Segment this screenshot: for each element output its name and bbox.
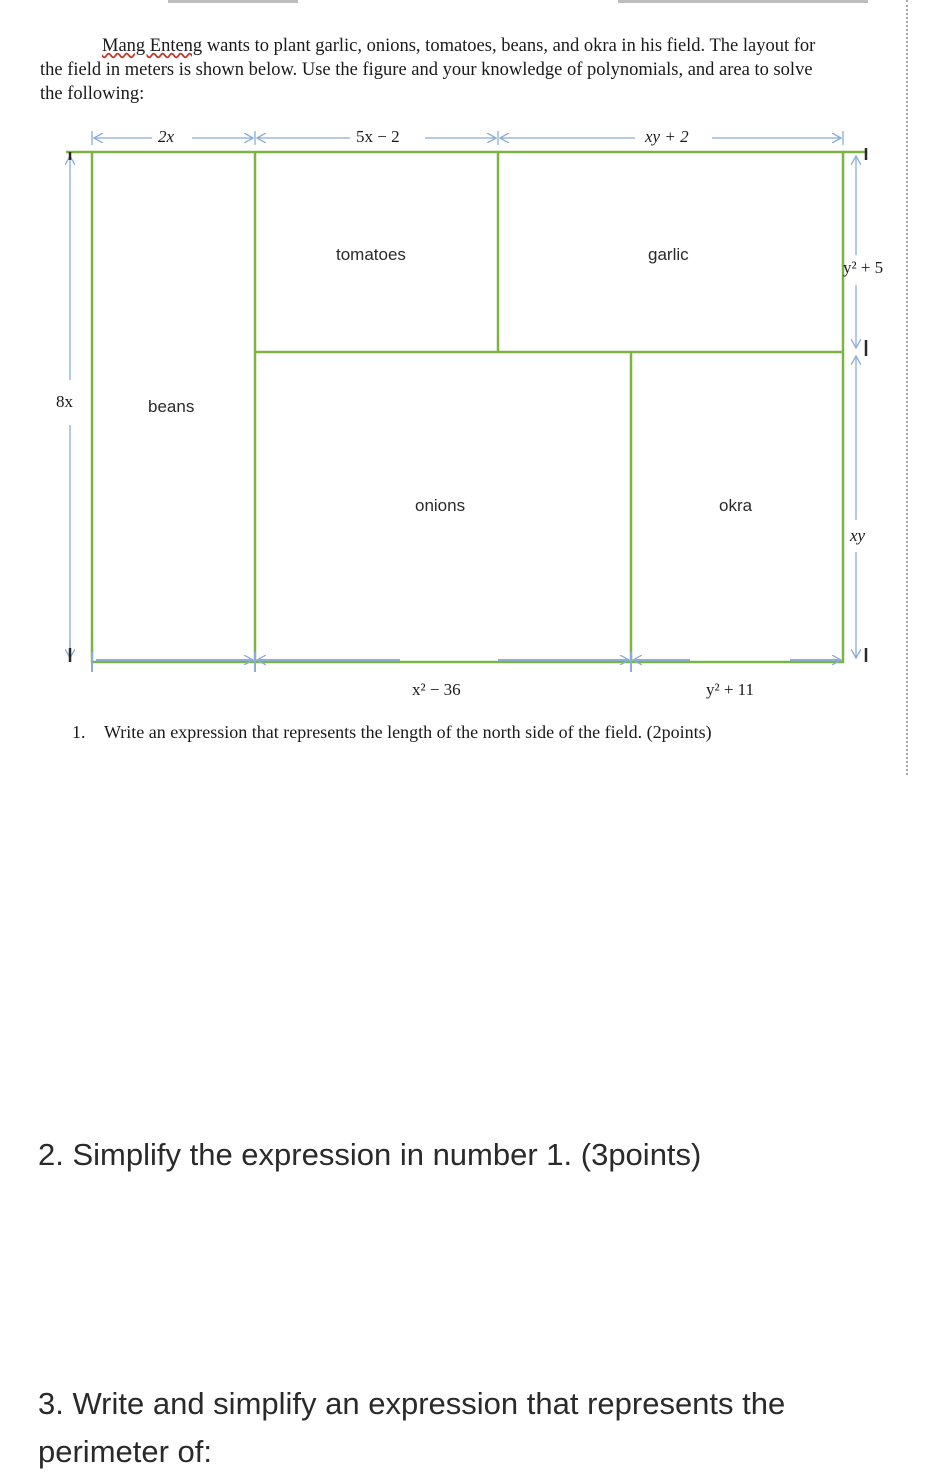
- question-1: [72, 722, 712, 743]
- question-1-number: 1.: [72, 722, 86, 742]
- question-2: 2. Simplify the expression in number 1. (3points): [38, 1137, 702, 1172]
- field-outline: [92, 152, 843, 662]
- beans-plot-label: beans: [148, 397, 195, 416]
- onions-width-label: x² − 36: [412, 680, 461, 699]
- tomatoes-width-label: 5x − 2: [356, 127, 400, 146]
- okra-plot-label: okra: [719, 496, 753, 515]
- intro-line-2: the field in meters is shown below. Use the figure and your knowledge of polynomials, and area to solve: [40, 60, 813, 80]
- beans-width-label: 2x: [158, 127, 175, 146]
- garlic-plot-label: garlic: [648, 245, 689, 264]
- farmer-name: Mang Enteng: [102, 36, 203, 56]
- tomatoes-plot-label: tomatoes: [336, 245, 406, 264]
- okra-height-label: xy: [850, 526, 866, 545]
- garlic-width-label: xy + 2: [645, 127, 689, 146]
- onions-plot-label: onions: [415, 496, 466, 515]
- field-height-label: 8x: [56, 392, 73, 411]
- top-dimension: [92, 131, 843, 145]
- intro-line-3: the following:: [40, 84, 145, 104]
- intro-line-1: wants to plant garlic, onions, tomatoes, beans, and okra in his field. The layout for: [202, 36, 816, 56]
- question-1-text: Write an expression that represents the length of the north side of the field. (2points): [104, 722, 712, 742]
- okra-width-label: y² + 11: [706, 680, 755, 699]
- field-layout-figure: [0, 0, 945, 700]
- question-3: 3. Write and simplify an expression that represents the perimeter of:: [38, 1386, 786, 1469]
- field-plots: [92, 152, 843, 662]
- garlic-height-label: y² + 5: [843, 258, 884, 277]
